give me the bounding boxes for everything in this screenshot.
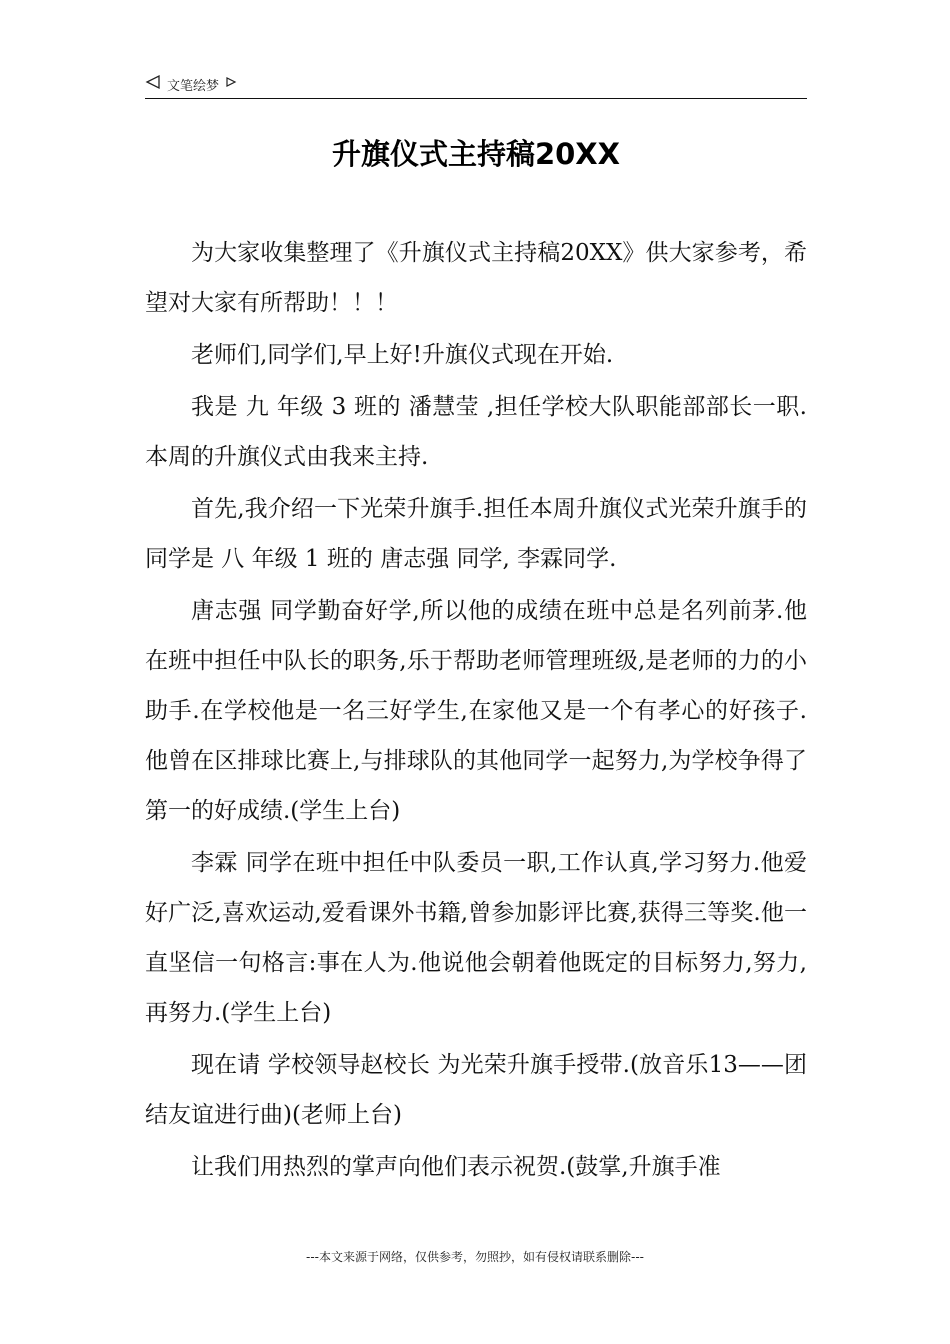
paragraph: 首先,我介绍一下光荣升旗手.担任本周升旗仪式光荣升旗手的同学是 八 年级 1 班的 唐志强 同学, 李霖同学. [145,496,807,572]
document-title: 升旗仪式主持稿20XX [331,137,621,171]
header-brand: 文笔绘梦 [167,78,220,94]
page-footer: ---本文来源于网络，仅供参考，勿照抄，如有侵权请联系删除--- [306,1250,644,1264]
paragraph: 老师们,同学们,早上好!升旗仪式现在开始. [191,342,614,368]
paragraph: 为大家收集整理了《升旗仪式主持稿20XX》供大家参考，希望对大家有所帮助！！！ [145,240,807,316]
paragraph: 现在请 学校领导赵校长 为光荣升旗手授带.(放音乐13——团结友谊进行曲)(老师上台) [145,1052,807,1128]
paragraph: 让我们用热烈的掌声向他们表示祝贺.(鼓掌,升旗手准 [191,1154,721,1180]
paragraph: 李霖 同学在班中担任中队委员一职,工作认真,学习努力.他爱好广泛,喜欢运动,爱看课外书籍,曾参加影评比赛,获得三等奖.他一直坚信一句格言:事在人为.他说他会朝着他既定的目标努力,努力,再努力.(学生上台) [145,850,807,1026]
left-triangle-icon [145,74,161,94]
document-body [145,228,807,1194]
paragraph: 我是 九 年级 3 班的 潘慧莹 ,担任学校大队职能部部长一职.本周的升旗仪式由我来主持. [145,394,807,470]
page-header [145,74,807,98]
paragraph: 唐志强 同学勤奋好学,所以他的成绩在班中总是名列前茅.他在班中担任中队长的职务,乐于帮助老师管理班级,是老师的力的小助手.在学校他是一名三好学生,在家他又是一个有孝心的好孩子.他曾在区排球比赛上,与排球队的其他同学一起努力,为学校争得了第一的好成绩.(学生上台) [145,598,807,824]
right-triangle-icon [225,76,237,92]
header-divider [145,98,807,99]
